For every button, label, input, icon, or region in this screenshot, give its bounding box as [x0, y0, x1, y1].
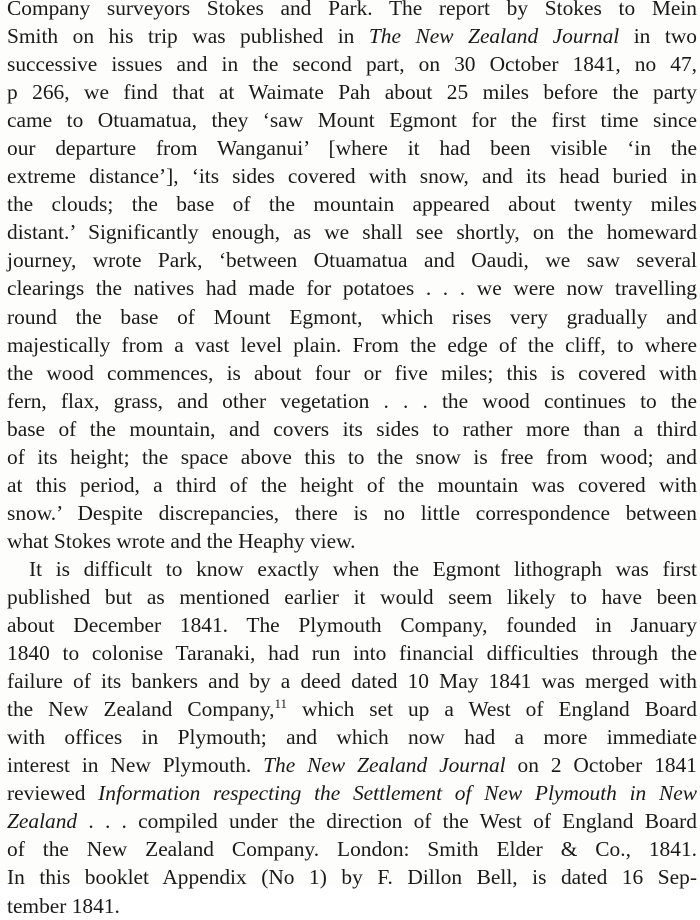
- text-line: It is difficult to know exactly when the Egmont lithograph was first: [29, 556, 697, 581]
- text-line: extreme distance’], ‘its sides covered with snow, and its head buried in: [7, 164, 697, 189]
- text-run: the New Zealand Company,: [7, 697, 275, 722]
- text-line: journey, wrote Park, ‘between Otuamatua and Oaudi, we saw several: [7, 248, 697, 273]
- text-run: in two: [619, 24, 697, 49]
- text-line: failure of its bankers and by a deed dated 10 May 1841 was merged with: [7, 669, 697, 694]
- journal-title: The New Zealand Journal: [263, 753, 506, 778]
- text-run: which set up a West of England Board: [287, 697, 697, 722]
- text-line: 1840 to colonise Taranaki, had run into financial difficulties through the: [7, 641, 697, 666]
- text-line: successive issues and in the second part, on 30 October 1841, no 47,: [7, 52, 697, 77]
- text-line: our departure from Wanganui’ [where it had been visible ‘in the: [7, 136, 697, 161]
- paragraph-stokes-report: [7, 0, 697, 555]
- text-column: [7, 0, 697, 920]
- text-line: with offices in Plymouth; and which now had a more immediate: [7, 725, 697, 750]
- text-line: [7, 695, 697, 723]
- text-run: interest in New Plymouth.: [7, 753, 264, 778]
- publication-title: Zealand: [7, 809, 78, 834]
- text-line: tember 1841.: [7, 893, 120, 918]
- text-line: In this booklet Appendix (No 1) by F. Dillon Bell, is dated 16 Sep-: [7, 865, 697, 890]
- text-run: . . . compiled under the direction of the West of England Board: [77, 809, 697, 834]
- text-line: about December 1841. The Plymouth Company, founded in January: [7, 613, 697, 638]
- text-line: majestically from a vast level plain. From the edge of the cliff, to where: [7, 332, 697, 357]
- paragraph-egmont-lithograph: [7, 555, 697, 920]
- text-line: at this period, a third of the height of the mountain was covered with: [7, 472, 697, 497]
- text-line: [7, 807, 697, 835]
- journal-title: The New Zealand Journal: [368, 24, 620, 49]
- text-run: reviewed: [7, 781, 99, 806]
- text-line: Company surveyors Stokes and Park. The report by Stokes to Mein: [7, 0, 697, 20]
- footnote-marker: 11: [274, 696, 288, 712]
- publication-title: Information respecting the Settlement of New Plymouth in New: [98, 781, 697, 806]
- text-line: of its height; the space above this to the snow is free from wood; and: [7, 444, 697, 469]
- text-run: on 2 October 1841: [505, 753, 697, 778]
- text-line: the wood commences, is about four or five miles; this is covered with: [7, 360, 697, 385]
- text-line: [7, 22, 697, 50]
- text-line: [7, 751, 697, 779]
- text-line: [7, 779, 697, 807]
- text-line: came to Otuamatua, they ‘saw Mount Egmont for the first time since: [7, 108, 697, 133]
- text-line: fern, flax, grass, and other vegetation . . . the wood continues to the: [7, 388, 697, 413]
- text-line: distant.’ Significantly enough, as we shall see shortly, on the homeward: [7, 220, 697, 245]
- text-run: Smith on his trip was published in: [7, 24, 369, 49]
- text-line: base of the mountain, and covers its sides to rather more than a third: [7, 416, 697, 441]
- text-line: of the New Zealand Company. London: Smith Elder & Co., 1841.: [7, 837, 697, 862]
- text-line: the clouds; the base of the mountain appeared about twenty miles: [7, 192, 697, 217]
- text-line: clearings the natives had made for potatoes . . . we were now travelling: [7, 276, 697, 301]
- text-line: published but as mentioned earlier it would seem likely to have been: [7, 584, 697, 609]
- text-line: snow.’ Despite discrepancies, there is no little correspondence between: [7, 500, 697, 525]
- text-line: p 266, we find that at Waimate Pah about 25 miles before the party: [7, 80, 697, 105]
- text-line: round the base of Mount Egmont, which rises very gradually and: [7, 304, 697, 329]
- text-line: what Stokes wrote and the Heaphy view.: [7, 528, 356, 553]
